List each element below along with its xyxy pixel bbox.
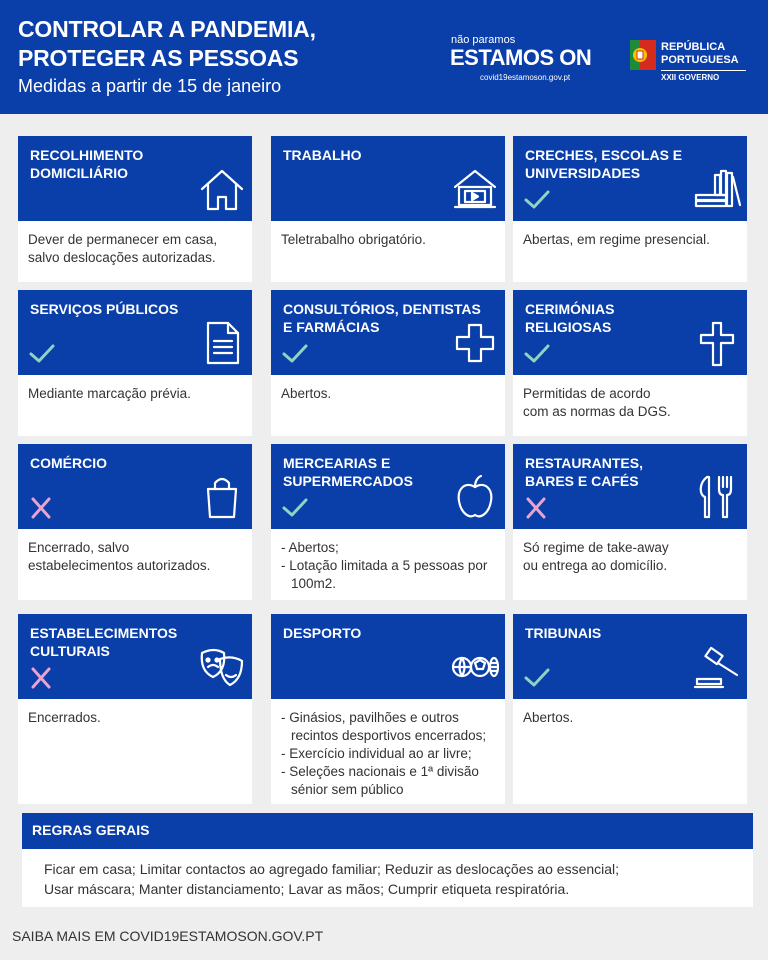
- measure-card-title: SERVIÇOS PÚBLICOS: [30, 301, 179, 317]
- check-icon: [281, 343, 309, 365]
- measure-card-header: [271, 290, 505, 375]
- measure-card: [513, 614, 747, 804]
- measure-card-body: [513, 699, 747, 727]
- measure-card-title: TRABALHO: [283, 147, 362, 163]
- measure-card: [18, 444, 252, 600]
- measure-card: [513, 136, 747, 282]
- measure-card: [513, 290, 747, 436]
- check-icon: [523, 667, 551, 689]
- general-rules-title: REGRAS GERAIS: [32, 822, 150, 838]
- books-icon: [693, 165, 741, 213]
- measure-card-body: [271, 529, 505, 593]
- measure-text-line: salvo deslocações autorizadas.: [28, 250, 216, 265]
- measure-card-body: [271, 375, 505, 403]
- measure-card-header: [513, 290, 747, 375]
- header-banner: [0, 0, 768, 114]
- measure-card-header: [513, 136, 747, 221]
- measure-card: [18, 290, 252, 436]
- telework-icon: [451, 165, 499, 213]
- measure-text-line: Encerrado, salvo: [28, 540, 130, 555]
- document-icon: [198, 319, 246, 367]
- measure-card-title: TRIBUNAIS: [525, 625, 602, 641]
- measure-card: [18, 614, 252, 804]
- measure-card-header: [271, 614, 505, 699]
- measure-card-header: [271, 136, 505, 221]
- measure-card: [271, 444, 505, 600]
- general-rules-line2: Usar máscara; Manter distanciamento; Lavar as mãos; Cumprir etiqueta respiratória.: [44, 881, 570, 897]
- brand-url: covid19estamoson.gov.pt: [480, 73, 571, 82]
- measure-card: [18, 136, 252, 282]
- measure-text-line: ou entrega ao domicílio.: [523, 558, 668, 573]
- general-rules-body: [22, 849, 753, 907]
- sports-balls-icon: [451, 643, 499, 691]
- measure-card: [271, 614, 505, 804]
- gavel-icon: [693, 643, 741, 691]
- check-icon: [523, 343, 551, 365]
- measure-bullet: - Ginásios, pavilhões e outros recintos desportivos encerrados;: [281, 710, 487, 743]
- measure-card-body: [18, 221, 252, 267]
- measure-card-header: [18, 136, 252, 221]
- measure-card-body: [18, 699, 252, 727]
- page-subtitle: Medidas a partir de 15 de janeiro: [18, 76, 282, 96]
- shopping-bag-icon: [198, 473, 246, 521]
- government-number: XXII GOVERNO: [661, 73, 720, 82]
- measure-text-line: Dever de permanecer em casa,: [28, 232, 218, 247]
- apple-icon: [451, 473, 499, 521]
- general-rules-line1: Ficar em casa; Limitar contactos ao agregado familiar; Reduzir as deslocações ao essencial;: [44, 861, 620, 877]
- measure-card-body: [513, 529, 747, 575]
- measure-card-body: [271, 699, 505, 799]
- check-icon: [28, 343, 56, 365]
- brand-logo-text: ESTAMOS ON: [450, 45, 592, 70]
- page-title-line1: CONTROLAR A PANDEMIA,: [18, 16, 316, 42]
- house-icon: [198, 165, 246, 213]
- divider: [661, 70, 746, 71]
- measure-card-header: [18, 444, 252, 529]
- measure-text-line: Teletrabalho obrigatório.: [281, 232, 426, 247]
- measure-card-header: [513, 614, 747, 699]
- page-title-line2: PROTEGER AS PESSOAS: [18, 45, 299, 71]
- measure-card-body: [513, 221, 747, 249]
- measure-bullet: - Exercício individual ao ar livre;: [281, 746, 472, 761]
- cross-icon: [523, 497, 551, 519]
- measure-text-line: Encerrados.: [28, 710, 101, 725]
- measure-card-title: RESTAURANTES, BARES E CAFÉS: [525, 455, 643, 489]
- general-rules-header: [22, 813, 753, 849]
- measure-text-line: Mediante marcação prévia.: [28, 386, 191, 401]
- measure-text-line: com as normas da DGS.: [523, 404, 671, 419]
- medical-cross-icon: [451, 319, 499, 367]
- measure-card-header: [271, 444, 505, 529]
- measure-card-title: CONSULTÓRIOS, DENTISTAS E FARMÁCIAS: [283, 301, 481, 335]
- measure-bullet: - Seleções nacionais e 1ª divisão sénior sem público: [281, 764, 479, 797]
- measure-text-line: Abertos.: [523, 710, 574, 725]
- measure-text-line: Abertas, em regime presencial.: [523, 232, 710, 247]
- theater-masks-icon: [198, 643, 246, 691]
- measure-text-line: Só regime de take-away: [523, 540, 669, 555]
- measure-text-line: estabelecimentos autorizados.: [28, 558, 211, 573]
- cutlery-icon: [693, 473, 741, 521]
- measure-card-title: DESPORTO: [283, 625, 362, 641]
- measure-card-header: [18, 290, 252, 375]
- government-name: REPÚBLICA PORTUGUESA: [661, 41, 739, 66]
- measure-card-body: [18, 529, 252, 575]
- measure-card-title: CRECHES, ESCOLAS E UNIVERSIDADES: [525, 147, 683, 181]
- measure-card-body: [18, 375, 252, 403]
- measure-card-title: CERIMÓNIAS RELIGIOSAS: [525, 301, 615, 335]
- measure-bullet: - Lotação limitada a 5 pessoas por 100m2.: [281, 558, 488, 591]
- footer-link[interactable]: SAIBA MAIS EM COVID19ESTAMOSON.GOV.PT: [12, 928, 324, 944]
- portugal-emblem-icon: [630, 40, 656, 70]
- measure-card-title: ESTABELECIMENTOS CULTURAIS: [30, 625, 178, 659]
- check-icon: [523, 189, 551, 211]
- brand-tagline: não paramos: [451, 34, 516, 46]
- christian-cross-icon: [693, 319, 741, 367]
- measure-bullet: - Abertos;: [281, 540, 339, 555]
- cross-icon: [28, 497, 56, 519]
- measure-card-title: MERCEARIAS E SUPERMERCADOS: [283, 455, 413, 489]
- measure-card-header: [513, 444, 747, 529]
- measure-card: [271, 136, 505, 282]
- measure-card-body: [513, 375, 747, 421]
- check-icon: [281, 497, 309, 519]
- measure-text-line: Permitidas de acordo: [523, 386, 651, 401]
- cross-icon: [28, 667, 56, 689]
- measure-card-title: COMÉRCIO: [30, 455, 107, 471]
- measure-text-line: Abertos.: [281, 386, 332, 401]
- measure-card-title: RECOLHIMENTO DOMICILIÁRIO: [30, 147, 144, 181]
- measure-card-header: [18, 614, 252, 699]
- measure-card-body: [271, 221, 505, 249]
- measure-card: [271, 290, 505, 436]
- measure-card: [513, 444, 747, 600]
